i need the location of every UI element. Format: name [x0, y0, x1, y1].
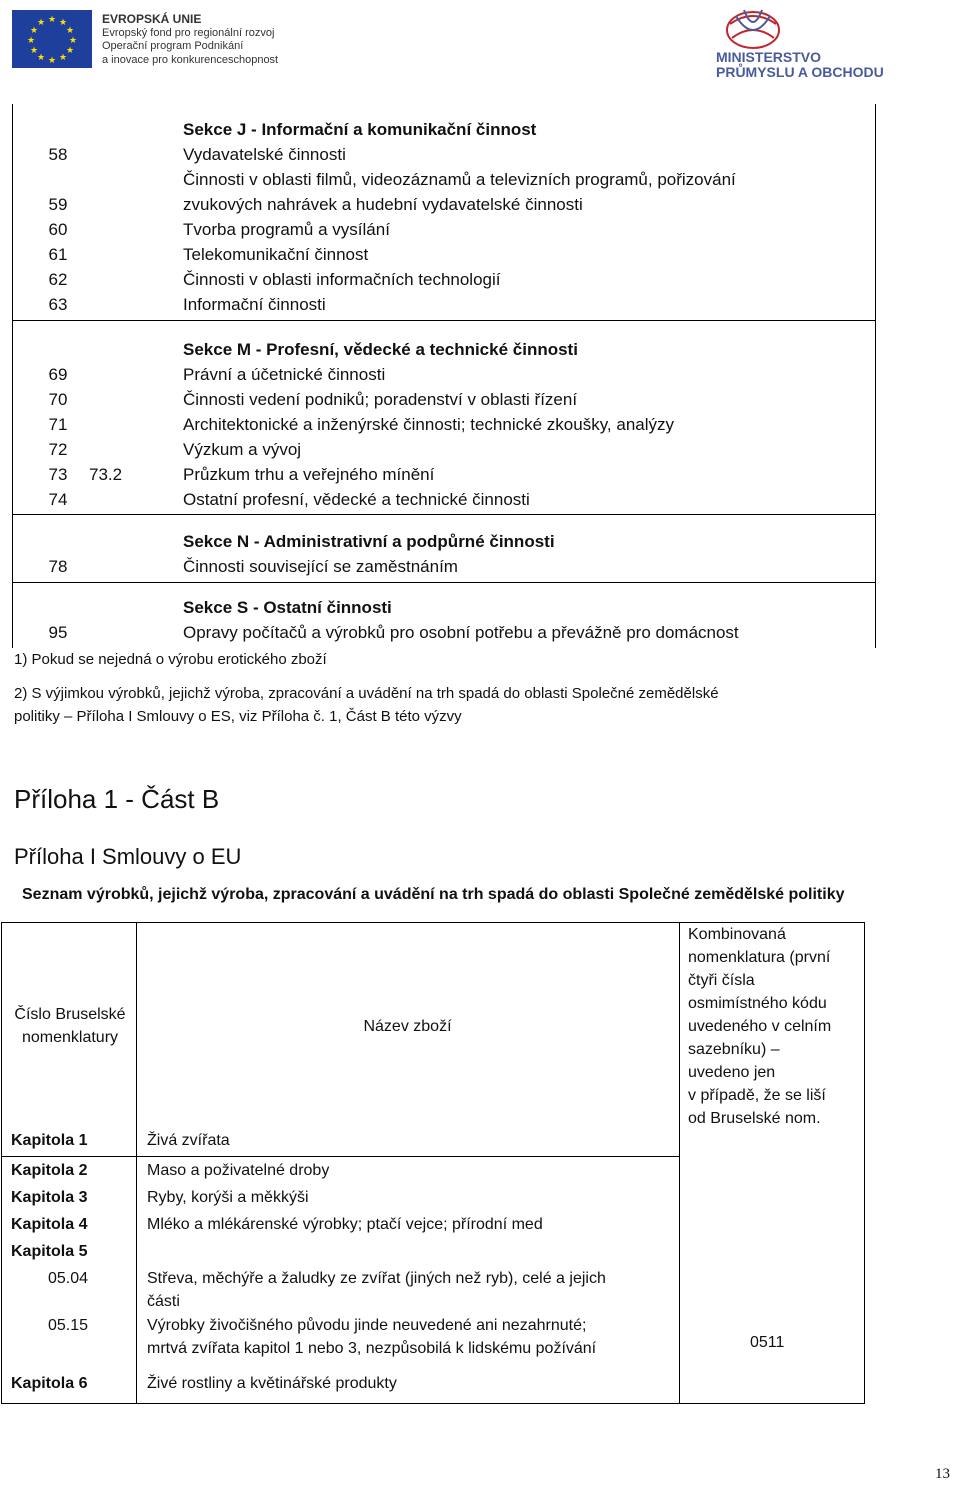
- row-number: 74: [48, 490, 68, 509]
- footnote-2-line2: politiky – Příloha I Smlouvy o ES, viz Příloha č. 1, Část B této výzvy: [14, 708, 462, 725]
- table-row-code: 05.04: [48, 1270, 89, 1287]
- table-row-name: Živé rostliny a květinářské produkty: [147, 1375, 397, 1392]
- table-row-name: Ryby, korýši a měkkýši: [147, 1189, 309, 1206]
- header-brussels-number: Číslo Bruselské nomenklatury: [14, 1006, 126, 1046]
- ministry-name: MINISTERSTVO PRŮMYSLU A OBCHODU: [716, 49, 884, 80]
- row-number: 63: [48, 295, 68, 314]
- section-n-title: Sekce N - Administrativní a podpůrné činnosti: [183, 532, 555, 551]
- row-text: Činnosti vedení podniků; poradenství v oblasti řízení: [183, 390, 578, 409]
- row-text: Výzkum a vývoj: [183, 440, 302, 459]
- table-row-name: Výrobky živočišného původu jinde neuvedené ani nezahrnuté; mrtvá zvířata kapitol 1 nebo 3, nezpůsobilá k lidskému požívání: [147, 1317, 597, 1357]
- table-row-cn-code: 0511: [750, 1334, 785, 1351]
- row-text: Činnosti v oblasti filmů, videozáznamů a televizních programů, pořizování: [183, 170, 736, 189]
- row-subnumber: 73.2: [89, 465, 123, 484]
- annex-title: Příloha 1 - Část B: [14, 784, 220, 814]
- svg-text:★: ★: [29, 46, 39, 56]
- header-goods-name: Název zboží: [363, 1018, 452, 1035]
- svg-text:★: ★: [65, 26, 75, 36]
- row-number: 73: [48, 465, 68, 484]
- row-number: 95: [48, 623, 68, 642]
- row-number: 70: [48, 390, 68, 409]
- footnote-2-line1: 2) S výjimkou výrobků, jejichž výroba, zpracování a uvádění na trh spadá do oblasti Společné zemědělské: [14, 685, 719, 702]
- row-text: Ostatní profesní, vědecké a technické činnosti: [183, 490, 530, 509]
- row-text: Právní a účetnické činnosti: [183, 365, 386, 384]
- svg-text:★: ★: [29, 26, 39, 36]
- row-number: 71: [48, 415, 68, 434]
- svg-text:★: ★: [47, 15, 57, 25]
- svg-text:★: ★: [58, 53, 68, 63]
- row-text: Opravy počítačů a výrobků pro osobní potřebu a převážně pro domácnost: [183, 623, 739, 642]
- row-text: Činnosti v oblasti informačních technologií: [183, 270, 501, 289]
- table-row-code: Kapitola 4: [11, 1216, 88, 1233]
- row-text: Průzkum trhu a veřejného mínění: [183, 465, 435, 484]
- footnote-1: 1) Pokud se nejedná o výrobu erotického zboží: [14, 651, 327, 668]
- row-text: Činnosti související se zaměstnáním: [183, 557, 458, 576]
- row-number: 61: [48, 245, 68, 264]
- nace-sections-table: [12, 104, 876, 648]
- table-row-name: Živá zvířata: [147, 1132, 230, 1149]
- row-number: 72: [48, 440, 68, 459]
- svg-text:★: ★: [58, 18, 68, 28]
- table-row-code: Kapitola 2: [11, 1162, 88, 1179]
- table-row-code: Kapitola 1: [11, 1132, 88, 1149]
- row-number: 69: [48, 365, 68, 384]
- row-number: 60: [48, 220, 68, 239]
- svg-text:★: ★: [36, 53, 46, 63]
- row-number: 78: [48, 557, 68, 576]
- svg-text:★: ★: [68, 36, 78, 46]
- row-text: Tvorba programů a vysílání: [183, 220, 390, 239]
- row-number: 58: [48, 145, 68, 164]
- section-m-title: Sekce M - Profesní, vědecké a technické činnosti: [183, 340, 578, 359]
- row-text: Architektonické a inženýrské činnosti; technické zkoušky, analýzy: [183, 415, 675, 434]
- table-row-name: Maso a poživatelné droby: [147, 1162, 330, 1179]
- svg-text:★: ★: [26, 36, 36, 46]
- table-row-name: Střeva, měchýře a žaludky ze zvířat (jiných než ryb), celé a jejich části: [147, 1270, 606, 1310]
- page-number: 13: [935, 1466, 950, 1482]
- row-number: 62: [48, 270, 68, 289]
- svg-text:★: ★: [36, 18, 46, 28]
- table-row-code: Kapitola 6: [11, 1375, 88, 1392]
- section-s-title: Sekce S - Ostatní činnosti: [183, 598, 392, 617]
- table-row-code: 05.15: [48, 1317, 89, 1334]
- products-table: [1, 922, 865, 1404]
- eu-program-text: EVROPSKÁ UNIE Evropský fond pro regionální rozvoj Operační program Podnikání a inovace pro konkurenceschopnost: [102, 12, 279, 66]
- table-row-name: Mléko a mlékárenské výrobky; ptačí vejce; přírodní med: [147, 1216, 543, 1233]
- row-text: zvukových nahrávek a hudební vydavatelské činnosti: [183, 195, 583, 214]
- ministry-globe-logo: [722, 4, 784, 52]
- svg-text:★: ★: [65, 46, 75, 56]
- eu-flag-logo: [12, 10, 92, 68]
- row-number: 59: [48, 195, 68, 214]
- svg-text:★: ★: [47, 56, 57, 66]
- header-combined-nomenclature: Kombinovaná nomenklatura (první čtyři čísla osmimístného kódu uvedeného v celním sazebníku) – uvedeno jen v případě, že se liší od Bruselské nom.: [688, 926, 832, 1127]
- row-text: Informační činnosti: [183, 295, 326, 314]
- annex-subtitle: Příloha I Smlouvy o EU: [14, 844, 242, 869]
- row-text: Vydavatelské činnosti: [183, 145, 346, 164]
- section-j-title: Sekce J - Informační a komunikační činnost: [183, 120, 537, 139]
- table-row-code: Kapitola 3: [11, 1189, 88, 1206]
- list-title: Seznam výrobků, jejichž výroba, zpracování a uvádění na trh spadá do oblasti Společné zemědělské politiky: [22, 886, 845, 903]
- table-row-code: Kapitola 5: [11, 1243, 88, 1260]
- row-text: Telekomunikační činnost: [183, 245, 369, 264]
